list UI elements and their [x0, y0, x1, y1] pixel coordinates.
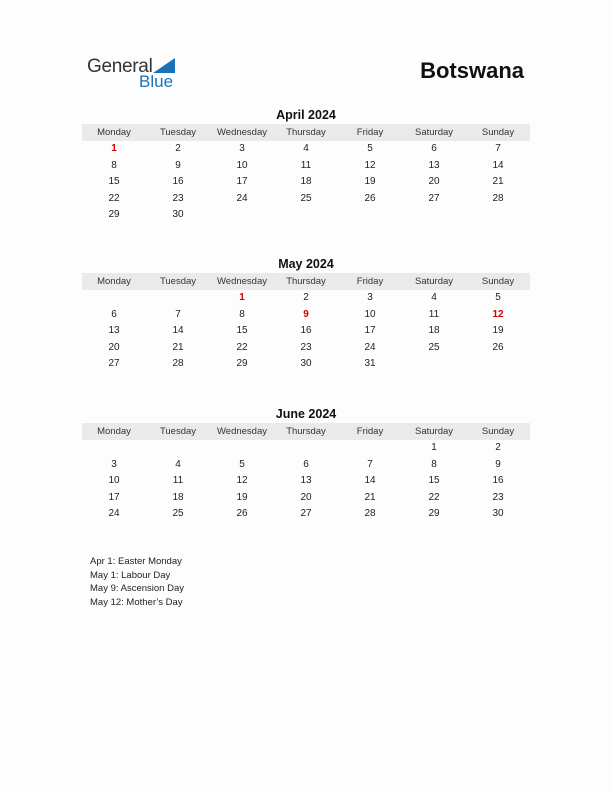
day-cell — [338, 207, 402, 224]
logo-blue-text: Blue — [139, 72, 174, 91]
weekday-label: Thursday — [286, 426, 326, 437]
day-cell: 7 — [495, 143, 501, 154]
day-cell: 25 — [428, 341, 440, 353]
week-row — [82, 506, 530, 523]
day-cell: 11 — [300, 159, 312, 171]
month-calendar — [82, 256, 530, 373]
weekday-label: Thursday — [286, 127, 326, 138]
day-cell: 19 — [492, 325, 504, 337]
day-cell: 2 — [495, 442, 501, 453]
day-cell: 6 — [303, 458, 309, 470]
day-cell: 21 — [172, 341, 184, 353]
weekday-header-row — [82, 273, 530, 290]
day-cell: 5 — [239, 458, 245, 470]
day-cell: 15 — [428, 475, 440, 487]
day-cell: 29 — [428, 508, 440, 520]
day-cell — [210, 440, 274, 457]
month-title: April 2024 — [276, 108, 336, 122]
day-cell: 30 — [172, 209, 184, 221]
day-cell: 28 — [172, 358, 184, 370]
day-cell: 3 — [367, 292, 373, 303]
day-cell — [338, 440, 402, 457]
day-cell: 19 — [236, 491, 248, 503]
week-row — [82, 457, 530, 474]
day-cell — [146, 440, 210, 457]
weekday-label: Tuesday — [159, 426, 197, 437]
day-cell: 16 — [172, 176, 184, 188]
day-cell: 27 — [300, 508, 312, 520]
day-cell: 14 — [364, 475, 376, 487]
day-cell: 9 — [495, 458, 501, 470]
weekday-label: Saturday — [414, 426, 454, 437]
day-cell: 16 — [300, 325, 312, 337]
day-cell: 25 — [300, 192, 312, 204]
day-cell — [274, 440, 338, 457]
day-cell: 24 — [108, 508, 120, 520]
week-row — [82, 290, 530, 307]
weekday-label: Friday — [356, 127, 384, 138]
holiday-entry: Apr 1: Easter Monday — [90, 556, 182, 567]
holiday-entry: May 12: Mother’s Day — [90, 596, 183, 608]
day-cell: 10 — [236, 159, 248, 171]
day-cell: 21 — [492, 176, 504, 188]
day-cell: 17 — [236, 176, 248, 188]
holiday-day-cell: 9 — [303, 308, 309, 320]
week-row — [82, 323, 530, 340]
day-cell: 9 — [175, 159, 181, 171]
week-row — [82, 141, 530, 158]
holiday-entry: May 1: Labour Day — [90, 569, 171, 581]
day-cell: 14 — [492, 159, 504, 171]
day-cell: 20 — [108, 341, 120, 353]
day-cell: 6 — [431, 143, 437, 154]
weekday-label: Sunday — [481, 426, 515, 437]
day-cell: 4 — [431, 292, 437, 303]
day-cell: 13 — [428, 159, 440, 171]
generalblue-logo — [87, 56, 187, 92]
day-cell: 13 — [108, 325, 120, 337]
day-cell: 22 — [108, 192, 120, 204]
day-cell: 26 — [364, 192, 376, 204]
day-cell: 20 — [300, 491, 312, 503]
holiday-list — [90, 555, 184, 609]
day-cell: 15 — [108, 176, 120, 188]
day-cell: 8 — [431, 458, 437, 470]
weekday-label: Wednesday — [217, 276, 267, 287]
day-cell: 18 — [172, 491, 184, 503]
day-cell: 30 — [492, 508, 504, 520]
day-cell: 26 — [492, 341, 504, 353]
week-row — [82, 174, 530, 191]
day-cell: 28 — [364, 508, 376, 520]
day-cell: 25 — [172, 508, 184, 520]
logo-triangle-icon — [153, 58, 175, 73]
day-cell: 7 — [367, 458, 373, 470]
weekday-label: Saturday — [414, 276, 454, 287]
day-cell — [402, 356, 466, 373]
day-cell: 21 — [364, 491, 376, 503]
week-row — [82, 490, 530, 507]
weekday-label: Monday — [97, 127, 131, 138]
day-cell: 22 — [236, 341, 248, 353]
weekday-label: Thursday — [286, 276, 326, 287]
weekday-label: Wednesday — [217, 426, 267, 437]
week-row — [82, 473, 530, 490]
day-cell: 6 — [111, 308, 117, 320]
day-cell — [146, 290, 210, 307]
day-cell: 10 — [364, 308, 376, 320]
day-cell — [402, 207, 466, 224]
day-cell: 18 — [428, 325, 440, 337]
day-cell: 18 — [300, 176, 312, 188]
day-cell: 8 — [239, 308, 245, 320]
week-row — [82, 158, 530, 175]
weekday-label: Monday — [97, 276, 131, 287]
day-cell: 12 — [236, 475, 248, 487]
month-calendar — [82, 406, 530, 523]
day-cell: 2 — [303, 292, 309, 303]
day-cell: 24 — [364, 341, 376, 353]
day-cell: 4 — [175, 458, 181, 470]
day-cell: 15 — [236, 325, 248, 337]
day-cell: 11 — [428, 308, 440, 320]
day-cell: 1 — [431, 442, 437, 453]
day-cell: 4 — [303, 143, 309, 154]
weekday-label: Friday — [356, 276, 384, 287]
day-cell: 12 — [364, 159, 376, 171]
day-cell: 7 — [175, 308, 181, 320]
week-row — [82, 356, 530, 373]
day-cell: 31 — [364, 358, 376, 370]
holiday-day-cell: 1 — [239, 292, 245, 303]
week-row — [82, 307, 530, 324]
week-row — [82, 440, 530, 457]
day-cell: 3 — [111, 458, 117, 470]
day-cell: 28 — [492, 192, 504, 204]
day-cell — [82, 440, 146, 457]
day-cell: 30 — [300, 358, 312, 370]
day-cell: 2 — [175, 143, 181, 154]
day-cell: 29 — [236, 358, 248, 370]
holiday-entry: May 9: Ascension Day — [90, 583, 184, 594]
day-cell: 29 — [108, 209, 120, 221]
day-cell — [210, 207, 274, 224]
day-cell: 26 — [236, 508, 248, 520]
day-cell: 23 — [492, 491, 504, 503]
weekday-label: Tuesday — [159, 276, 197, 287]
holiday-day-cell: 12 — [492, 308, 504, 320]
day-cell: 14 — [172, 325, 184, 337]
day-cell: 17 — [364, 325, 376, 337]
week-row — [82, 207, 530, 224]
weekday-header-row — [82, 124, 530, 141]
day-cell: 17 — [108, 491, 120, 503]
day-cell — [274, 207, 338, 224]
day-cell: 10 — [108, 475, 120, 487]
weekday-label: Wednesday — [217, 127, 267, 138]
day-cell: 8 — [111, 159, 117, 171]
day-cell: 20 — [428, 176, 440, 188]
country-title: Botswana — [420, 58, 524, 83]
weekday-label: Saturday — [414, 127, 454, 138]
day-cell — [82, 290, 146, 307]
weekday-label: Sunday — [481, 127, 515, 138]
logo-general-text: General — [87, 56, 153, 77]
day-cell: 19 — [364, 176, 376, 188]
day-cell: 22 — [428, 491, 440, 503]
weekday-label: Sunday — [481, 276, 515, 287]
month-title: June 2024 — [275, 407, 337, 421]
day-cell: 27 — [108, 358, 120, 370]
week-row — [82, 340, 530, 357]
month-calendar — [82, 107, 530, 224]
day-cell: 11 — [172, 475, 184, 487]
day-cell: 23 — [172, 192, 184, 204]
day-cell: 5 — [495, 292, 501, 303]
day-cell: 13 — [300, 475, 312, 487]
day-cell: 24 — [236, 192, 248, 204]
holiday-day-cell: 1 — [111, 143, 117, 154]
week-row — [82, 191, 530, 208]
day-cell: 16 — [492, 475, 504, 487]
day-cell: 23 — [300, 341, 312, 353]
weekday-label: Friday — [356, 426, 384, 437]
day-cell: 3 — [239, 143, 245, 154]
day-cell — [466, 207, 530, 224]
weekday-label: Monday — [97, 426, 131, 437]
day-cell: 27 — [428, 192, 440, 204]
day-cell — [466, 356, 530, 373]
month-title: May 2024 — [278, 257, 334, 271]
weekday-header-row — [82, 423, 530, 440]
weekday-label: Tuesday — [159, 127, 197, 138]
day-cell: 5 — [367, 143, 373, 154]
